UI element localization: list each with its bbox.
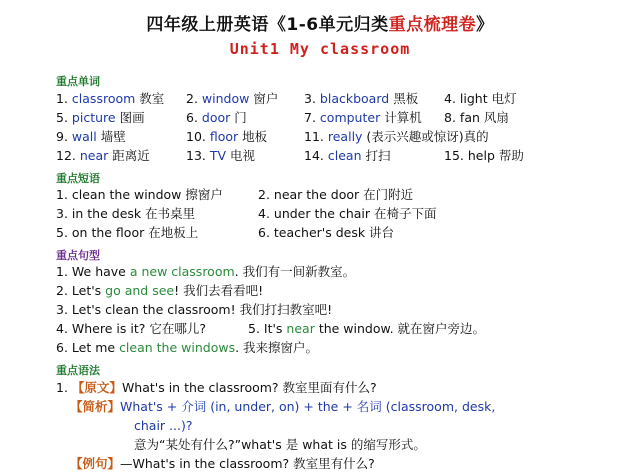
grammar-number: 1. — [56, 380, 68, 395]
title-prefix: 四年级上册英语《1-6单元归类 — [146, 15, 389, 35]
vocab-item — [186, 90, 278, 108]
page-title — [0, 10, 640, 35]
vocab-english: computer — [319, 110, 381, 125]
vocab-english: picture — [71, 110, 116, 125]
sentences-heading: 重点句型 — [56, 249, 100, 262]
unit-heading: Unit1 My classroom — [229, 40, 411, 58]
vocab-english: really — [327, 129, 363, 144]
sentence-6 — [56, 339, 318, 357]
vocab-chinese: 风扇 — [483, 110, 509, 125]
vocab-english: near — [79, 148, 109, 163]
grammar-original — [56, 379, 377, 397]
sentence-text: . 我们有一间新教室。 — [234, 264, 356, 279]
phrase-item: 4. under the chair 在椅子下面 — [258, 206, 437, 221]
vocab-chinese: 计算机 — [384, 110, 422, 125]
sentence-1 — [56, 263, 355, 281]
vocab-item — [56, 128, 126, 146]
vocab-item — [304, 90, 418, 108]
vocab-number: 11. — [304, 129, 324, 144]
sentence-text: 1. We have — [56, 264, 130, 279]
vocab-chinese: 距离近 — [112, 148, 150, 163]
vocab-item — [444, 109, 509, 127]
phrases-heading: 重点短语 — [56, 172, 100, 185]
phrase-item: 1. clean the window 擦窗户 — [56, 187, 223, 202]
title-highlight: 重点梳理卷 — [388, 15, 477, 35]
vocab-item — [304, 128, 489, 146]
analysis-formula-cont: chair ...)? — [134, 418, 193, 433]
vocab-chinese: 黑板 — [393, 91, 419, 106]
vocab-item — [444, 90, 517, 108]
vocab-chinese: 电灯 — [491, 91, 517, 106]
vocab-english: classroom — [71, 91, 136, 106]
vocab-chinese: 窗户 — [253, 91, 279, 106]
vocab-item — [304, 147, 391, 165]
vocab-item — [444, 147, 524, 165]
phrase-item: 5. on the floor 在地板上 — [56, 225, 199, 240]
vocab-item — [56, 90, 164, 108]
phrase-item: 3. in the desk 在书桌里 — [56, 206, 196, 221]
vocab-english: light — [459, 91, 488, 106]
analysis-meaning: 意为“某处有什么?”what's 是 what is 的缩写形式。 — [134, 437, 426, 452]
vocab-number: 12. — [56, 148, 76, 163]
vocab-number: 5. — [56, 110, 68, 125]
vocab-number: 6. — [186, 110, 198, 125]
vocab-chinese: 墙壁 — [100, 129, 126, 144]
vocab-number: 4. — [444, 91, 456, 106]
vocab-english: fan — [459, 110, 480, 125]
vocab-english: wall — [71, 129, 97, 144]
sentence-5 — [248, 320, 485, 338]
sentence-2 — [56, 282, 263, 300]
vocab-chinese: 帮助 — [498, 148, 524, 163]
sentence-4: 4. Where is it? 它在哪儿? — [56, 321, 206, 336]
vocab-heading: 重点单词 — [56, 75, 100, 88]
vocab-item — [186, 128, 267, 146]
vocab-english: clean — [327, 148, 362, 163]
analysis-tag: 【简析】 — [70, 399, 121, 414]
vocab-english: door — [201, 110, 231, 125]
vocab-chinese: 图画 — [119, 110, 145, 125]
sentence-highlight: go and see — [105, 283, 175, 298]
vocab-item — [56, 147, 150, 165]
vocab-number: 8. — [444, 110, 456, 125]
vocab-number: 3. — [304, 91, 316, 106]
vocab-number: 13. — [186, 148, 206, 163]
vocab-number: 7. — [304, 110, 316, 125]
example-text: —What's in the classroom? 教室里有什么? — [120, 456, 375, 471]
sentence-highlight: near — [286, 321, 315, 336]
original-tag: 【原文】 — [71, 380, 122, 395]
grammar-analysis — [70, 398, 495, 416]
sentence-highlight: clean the windows — [119, 340, 236, 355]
sentence-text: the window. 就在窗户旁边。 — [314, 321, 486, 336]
vocab-item — [186, 109, 247, 127]
grammar-heading: 重点语法 — [56, 364, 100, 377]
vocab-chinese: (表示兴趣或惊讶)真的 — [366, 129, 489, 144]
vocab-number: 15. — [444, 148, 464, 163]
vocab-chinese: 地板 — [242, 129, 268, 144]
vocab-chinese: 门 — [234, 110, 247, 125]
sentence-text: ! 我们去看看吧! — [174, 283, 264, 298]
sentence-text: 6. Let me — [56, 340, 120, 355]
vocab-english: floor — [209, 129, 239, 144]
vocab-number: 9. — [56, 129, 68, 144]
grammar-example — [70, 455, 375, 473]
vocab-number: 1. — [56, 91, 68, 106]
vocab-english: help — [467, 148, 495, 163]
vocab-chinese: 教室 — [139, 91, 165, 106]
analysis-formula: What's + 介词 (in, under, on) + the + 名词 (classroom, desk, — [120, 399, 496, 414]
phrase-item: 2. near the door 在门附近 — [258, 187, 414, 202]
sentence-3: 3. Let's clean the classroom! 我们打扫教室吧! — [56, 302, 333, 317]
sentence-highlight: a new classroom — [129, 264, 235, 279]
vocab-english: blackboard — [319, 91, 390, 106]
sentence-text: 2. Let's — [56, 283, 106, 298]
original-text: What's in the classroom? 教室里面有什么? — [121, 380, 377, 395]
vocab-number: 14. — [304, 148, 324, 163]
vocab-chinese: 电视 — [230, 148, 256, 163]
sentence-text: 5. It's — [248, 321, 287, 336]
vocab-item — [304, 109, 422, 127]
phrase-item: 6. teacher's desk 讲台 — [258, 225, 395, 240]
vocab-item — [186, 147, 255, 165]
vocab-english: TV — [209, 148, 227, 163]
sentence-text: . 我来擦窗户。 — [235, 340, 319, 355]
vocab-chinese: 打扫 — [365, 148, 391, 163]
title-suffix: 》 — [476, 15, 494, 35]
vocab-item — [56, 109, 145, 127]
vocab-number: 2. — [186, 91, 198, 106]
vocab-number: 10. — [186, 129, 206, 144]
example-tag: 【例句】 — [70, 456, 121, 471]
vocab-english: window — [201, 91, 250, 106]
